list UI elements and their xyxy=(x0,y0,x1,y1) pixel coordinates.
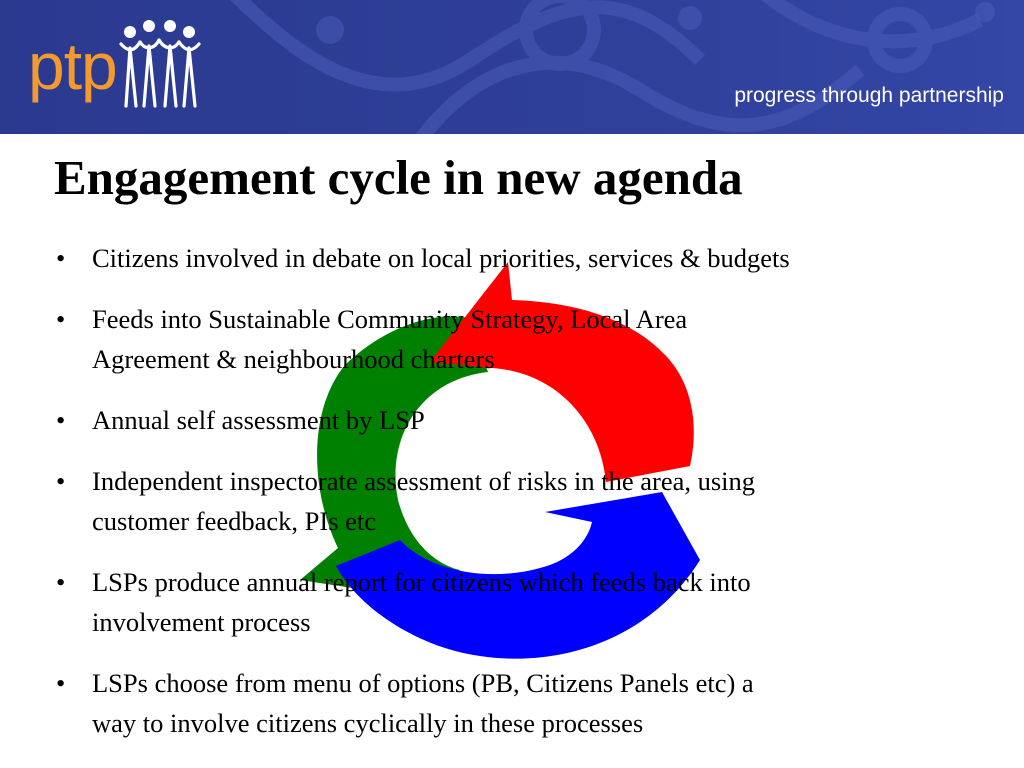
slide-title: Engagement cycle in new agenda xyxy=(54,150,743,205)
bullet-dot: • xyxy=(56,567,66,597)
bullet-dot: • xyxy=(56,243,66,273)
bullet-text: Feeds into Sustainable Community Strategy, Local Area xyxy=(92,304,688,334)
tagline: progress through partnership xyxy=(734,84,1004,107)
bullet-text: way to involve citizens cyclically in these processes xyxy=(92,708,644,738)
bullet-dot: • xyxy=(56,304,66,334)
logo-text: ptp xyxy=(28,29,117,103)
bullet-text: LSPs choose from menu of options (PB, Citizens Panels etc) a xyxy=(92,668,754,698)
bullet-dot: • xyxy=(56,668,66,698)
list-item xyxy=(56,400,1006,440)
bullet-text: involvement process xyxy=(92,607,311,637)
bullet-text: Agreement & neighbourhood charters xyxy=(92,344,495,374)
bullet-text: customer feedback, PIs etc xyxy=(92,506,377,536)
bullet-list xyxy=(56,238,1006,764)
list-item xyxy=(56,461,1006,541)
list-item xyxy=(56,238,1006,278)
bullet-text: Annual self assessment by LSP xyxy=(92,405,425,435)
bullet-text: Citizens involved in debate on local priorities, services & budgets xyxy=(92,243,790,273)
list-item xyxy=(56,299,1006,379)
list-item xyxy=(56,663,1006,743)
bullet-dot: • xyxy=(56,405,66,435)
bullet-dot: • xyxy=(56,466,66,496)
list-item xyxy=(56,562,1006,642)
bullet-text: LSPs produce annual report for citizens which feeds back into xyxy=(92,567,751,597)
bullet-text: Independent inspectorate assessment of risks in the area, using xyxy=(92,466,756,496)
